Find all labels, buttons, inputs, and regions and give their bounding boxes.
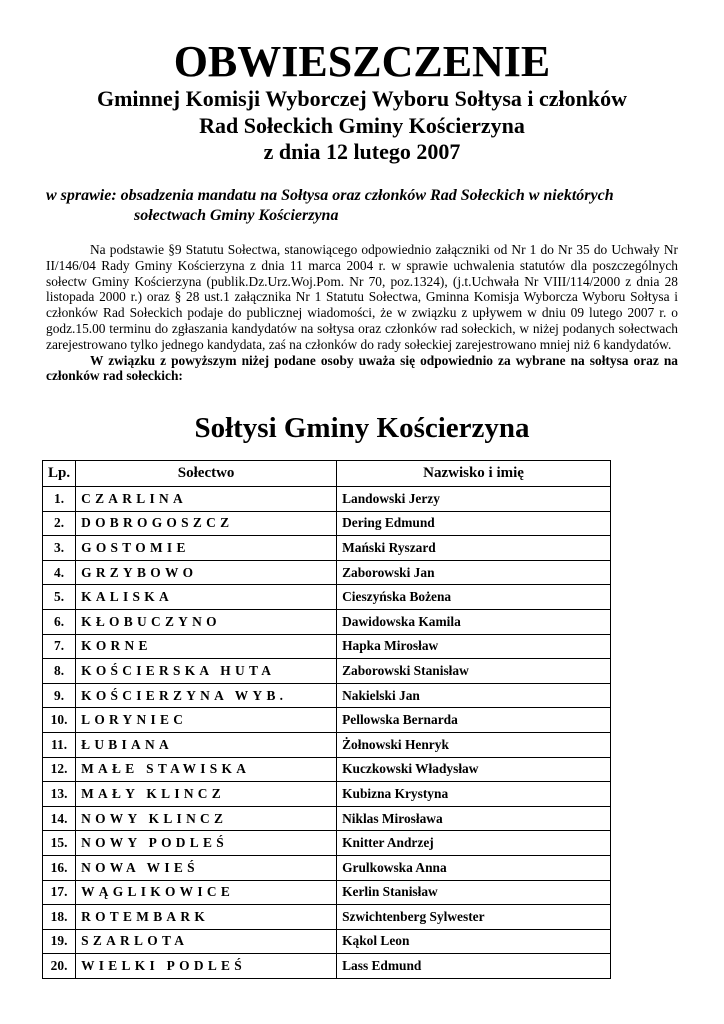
row-name: Landowski Jerzy: [337, 487, 611, 512]
row-solectwo: NOWA WIEŚ: [76, 855, 337, 880]
row-number: 1.: [43, 487, 76, 512]
row-number: 8.: [43, 659, 76, 684]
table-row: [43, 782, 611, 807]
row-solectwo: ROTEMBARK: [76, 905, 337, 930]
row-number: 16.: [43, 855, 76, 880]
table-row: [43, 708, 611, 733]
row-solectwo: GRZYBOWO: [76, 560, 337, 585]
table-row: [43, 880, 611, 905]
body-text: [46, 242, 678, 384]
row-solectwo: NOWY KLINCZ: [76, 806, 337, 831]
row-solectwo: KALISKA: [76, 585, 337, 610]
row-solectwo: MAŁY KLINCZ: [76, 782, 337, 807]
header-lp: Lp.: [43, 461, 76, 487]
table-header-row: [43, 461, 611, 487]
table-row: [43, 511, 611, 536]
row-number: 5.: [43, 585, 76, 610]
row-name: Grulkowska Anna: [337, 855, 611, 880]
row-solectwo: CZARLINA: [76, 487, 337, 512]
row-name: Zaborowski Stanisław: [337, 659, 611, 684]
subtitle-line-2: Rad Sołeckich Gminy Kościerzyna: [199, 112, 525, 138]
subject-line-2: sołectwach Gminy Kościerzyna: [134, 207, 339, 224]
row-name: Kąkol Leon: [337, 929, 611, 954]
row-number: 20.: [43, 954, 76, 979]
row-number: 14.: [43, 806, 76, 831]
row-name: Knitter Andrzej: [337, 831, 611, 856]
soltys-table: [42, 460, 611, 979]
bold-paragraph: W związku z powyższym niżej podane osoby uważa się odpowiednio za wybrane na sołtysa oraz na członków rad sołeckich:: [46, 352, 678, 384]
row-number: 19.: [43, 929, 76, 954]
row-number: 15.: [43, 831, 76, 856]
row-name: Mański Ryszard: [337, 536, 611, 561]
table-row: [43, 585, 611, 610]
table-row: [43, 855, 611, 880]
table-row: [43, 683, 611, 708]
row-solectwo: LORYNIEC: [76, 708, 337, 733]
row-solectwo: KŁOBUCZYNO: [76, 609, 337, 634]
row-number: 13.: [43, 782, 76, 807]
row-number: 18.: [43, 905, 76, 930]
table-row: [43, 831, 611, 856]
table-row: [43, 634, 611, 659]
row-solectwo: MAŁE STAWISKA: [76, 757, 337, 782]
main-paragraph: Na podstawie §9 Statutu Sołectwa, stanowiącego odpowiednio załączniki od Nr 1 do Nr 35 do Uchwały Nr II/146/04 Rady Gminy Kościerzyna z dnia 11 marca 2004 r. w sprawie uchwalenia statutów dla poszczególnych sołectw Gminy Kościerzyna (publik.Dz.Urz.Woj.Pom. Nr 70, poz.1324), (j.t.Uchwała Nr VIII/114/2000 z dnia 28 listopada 2000 r.) oraz § 28 ust.1 załącznika Nr 1 Statutu Sołectwa, Gminna Komisja Wyborcza Wyboru Sołtysa i członków Rad Sołeckich podaje do publicznej wiadomości, że w związku z upływem w dniu 09 lutego 2007 r. o godz.15.00 terminu do zgłaszania kandydatów na sołtysa oraz członków rad sołeckich, w niżej podanych sołectwach zarejestrowano tylko jednego kandydata, zaś na członków do rady sołeckiej zarejestrowano mniej niż 6 kandydatów.: [46, 242, 678, 352]
subtitle-line-3: z dnia 12 lutego 2007: [263, 139, 461, 164]
table-row: [43, 732, 611, 757]
row-name: Szwichtenberg Sylwester: [337, 905, 611, 930]
row-solectwo: SZARLOTA: [76, 929, 337, 954]
row-solectwo: NOWY PODLEŚ: [76, 831, 337, 856]
row-name: Kubizna Krystyna: [337, 782, 611, 807]
row-number: 10.: [43, 708, 76, 733]
row-name: Pellowska Bernarda: [337, 708, 611, 733]
row-number: 11.: [43, 732, 76, 757]
row-name: Kuczkowski Władysław: [337, 757, 611, 782]
row-name: Lass Edmund: [337, 954, 611, 979]
row-solectwo: WIELKI PODLEŚ: [76, 954, 337, 979]
row-number: 12.: [43, 757, 76, 782]
row-name: Dawidowska Kamila: [337, 609, 611, 634]
row-name: Hapka Mirosław: [337, 634, 611, 659]
table-row: [43, 905, 611, 930]
row-solectwo: KOŚCIERSKA HUTA: [76, 659, 337, 684]
table-row: [43, 929, 611, 954]
row-name: Nakielski Jan: [337, 683, 611, 708]
row-name: Dering Edmund: [337, 511, 611, 536]
row-number: 17.: [43, 880, 76, 905]
list-heading: Sołtysi Gminy Kościerzyna: [194, 412, 530, 444]
row-name: Niklas Mirosława: [337, 806, 611, 831]
row-number: 7.: [43, 634, 76, 659]
table-row: [43, 757, 611, 782]
document-subtitle: [0, 86, 724, 166]
subtitle-line-1: Gminnej Komisji Wyborczej Wyboru Sołtysa i członków: [96, 86, 628, 111]
row-number: 3.: [43, 536, 76, 561]
row-name: Kerlin Stanisław: [337, 880, 611, 905]
subject-block: [46, 186, 678, 226]
row-number: 9.: [43, 683, 76, 708]
table-row: [43, 659, 611, 684]
header-nazwisko: Nazwisko i imię: [337, 461, 611, 487]
table-row: [43, 806, 611, 831]
row-solectwo: DOBROGOSZCZ: [76, 511, 337, 536]
table-row: [43, 536, 611, 561]
table-row: [43, 954, 611, 979]
row-number: 6.: [43, 609, 76, 634]
row-number: 4.: [43, 560, 76, 585]
header-solectwo: Sołectwo: [76, 461, 337, 487]
table-row: [43, 487, 611, 512]
row-solectwo: KOŚCIERZYNA WYB.: [76, 683, 337, 708]
table-body: [43, 487, 611, 979]
row-solectwo: WĄGLIKOWICE: [76, 880, 337, 905]
row-solectwo: KORNE: [76, 634, 337, 659]
table-row: [43, 560, 611, 585]
table-row: [43, 609, 611, 634]
row-solectwo: ŁUBIANA: [76, 732, 337, 757]
row-name: Żołnowski Henryk: [337, 732, 611, 757]
row-name: Zaborowski Jan: [337, 560, 611, 585]
row-name: Cieszyńska Bożena: [337, 585, 611, 610]
row-solectwo: GOSTOMIE: [76, 536, 337, 561]
subject-line-1: w sprawie: obsadzenia mandatu na Sołtysa oraz członków Rad Sołeckich w niektórych: [46, 187, 614, 204]
document-title: OBWIESZCZENIE: [173, 37, 551, 86]
row-number: 2.: [43, 511, 76, 536]
